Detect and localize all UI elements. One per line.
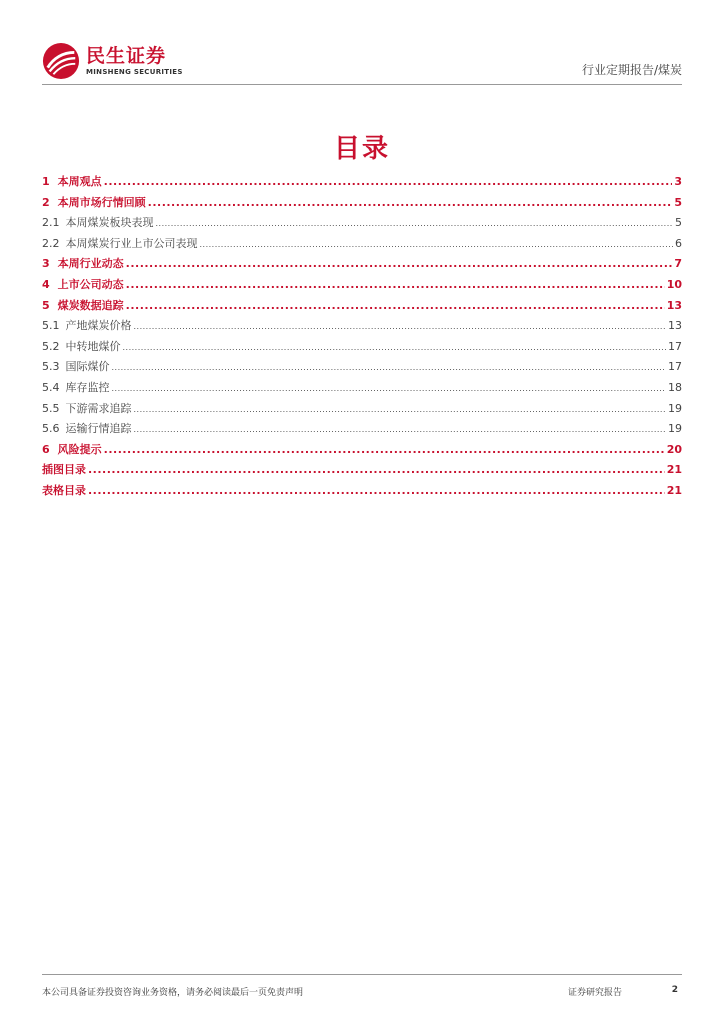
toc-entry-page: 13 [666, 298, 682, 312]
toc-leader-dots [134, 425, 667, 434]
toc-entry[interactable] [42, 482, 682, 503]
toc-entry-number: 5.4 [42, 380, 60, 394]
toc-entry-title: 煤炭数据追踪 [57, 298, 124, 312]
toc-leader-dots [88, 463, 665, 476]
report-type-label: 行业定期报告/煤炭 [581, 63, 682, 77]
toc-entry-title: 上市公司动态 [57, 277, 124, 291]
footer-doc-type: 证券研究报告 [567, 988, 622, 998]
page-number: 2 [671, 985, 678, 995]
toc-entry[interactable] [42, 276, 682, 297]
toc-entry-title: 库存监控 [65, 380, 110, 394]
toc-entry-page: 7 [674, 257, 682, 271]
toc-entry-page: 21 [666, 483, 682, 497]
toc-entry-title: 风险提示 [57, 442, 102, 456]
toc-leader-dots [112, 384, 667, 393]
toc-leader-dots [88, 484, 665, 497]
toc-entry-page: 13 [668, 319, 682, 333]
toc-entry-title: 插图目录 [42, 463, 86, 477]
company-logo [42, 42, 183, 80]
toc-entry-title: 本周煤炭板块表现 [65, 216, 154, 230]
toc-entry-title: 本周煤炭行业上市公司表现 [65, 236, 198, 250]
page-header [42, 38, 682, 85]
logo-english-name: MINSHENG SECURITIES [86, 68, 183, 76]
toc-entry-page: 20 [666, 442, 682, 456]
toc-entry-title: 国际煤价 [65, 360, 110, 374]
toc-entry-number: 2 [42, 195, 50, 209]
toc-leader-dots [123, 343, 667, 352]
toc-entry-number: 5.3 [42, 360, 60, 374]
toc-entry-page: 21 [666, 463, 682, 477]
table-of-contents [42, 173, 682, 503]
toc-leader-dots [126, 278, 665, 291]
toc-entry-title: 中转地煤价 [65, 339, 121, 353]
toc-entry-title: 下游需求追踪 [65, 401, 132, 415]
toc-entry[interactable] [42, 379, 682, 400]
toc-entry-page: 18 [668, 380, 682, 394]
toc-entry-number: 2.2 [42, 236, 60, 250]
toc-entry-page: 6 [675, 236, 682, 250]
toc-entry[interactable] [42, 173, 682, 194]
toc-entry[interactable] [42, 235, 682, 256]
toc-title: 目录 [333, 134, 390, 164]
minsheng-logo-icon [42, 42, 80, 80]
toc-entry-title: 本周市场行情回顾 [57, 195, 146, 209]
page-footer [42, 974, 682, 1005]
toc-entry-number: 1 [42, 175, 50, 188]
toc-leader-dots [104, 443, 665, 456]
toc-entry[interactable] [42, 400, 682, 421]
toc-entry[interactable] [42, 441, 682, 462]
toc-entry-title: 运输行情追踪 [65, 422, 132, 436]
toc-entry-number: 3 [42, 257, 50, 271]
toc-entry[interactable] [42, 317, 682, 338]
toc-entry[interactable] [42, 194, 682, 215]
toc-entry-page: 17 [668, 360, 682, 374]
toc-entry-number: 6 [42, 442, 50, 456]
toc-entry-page: 3 [674, 175, 682, 188]
toc-entry[interactable] [42, 358, 682, 379]
toc-entry-number: 2.1 [42, 216, 60, 230]
toc-entry-title: 本周观点 [57, 175, 102, 188]
toc-entry[interactable] [42, 420, 682, 441]
toc-entry-number: 5.1 [42, 319, 60, 333]
toc-entry-page: 5 [674, 195, 682, 209]
toc-leader-dots [104, 175, 673, 188]
toc-entry-page: 19 [668, 422, 682, 436]
toc-entry-page: 17 [668, 339, 682, 353]
toc-leader-dots [134, 405, 667, 414]
toc-entry-title: 表格目录 [42, 483, 86, 497]
toc-entry[interactable] [42, 461, 682, 482]
toc-entry[interactable] [42, 255, 682, 276]
toc-entry-number: 5.5 [42, 401, 60, 415]
toc-leader-dots [156, 219, 674, 228]
toc-leader-dots [200, 240, 674, 249]
footer-disclaimer: 本公司具备证券投资咨询业务资格，请务必阅读最后一页免责声明 [42, 988, 304, 998]
toc-entry-page: 10 [666, 277, 682, 291]
toc-entry[interactable] [42, 297, 682, 318]
toc-entry-page: 5 [675, 216, 682, 230]
toc-entry-number: 5.2 [42, 339, 60, 353]
toc-leader-dots [134, 322, 667, 331]
toc-leader-dots [148, 196, 673, 209]
toc-entry-number: 5.6 [42, 422, 60, 436]
toc-entry-title: 产地煤炭价格 [65, 319, 132, 333]
toc-leader-dots [126, 299, 665, 312]
toc-entry[interactable] [42, 214, 682, 235]
logo-chinese-name: 民生证券 [86, 45, 167, 67]
toc-entry-title: 本周行业动态 [57, 257, 124, 271]
toc-entry[interactable] [42, 338, 682, 359]
toc-leader-dots [126, 257, 673, 270]
toc-entry-number: 5 [42, 298, 50, 312]
toc-leader-dots [112, 363, 667, 372]
toc-entry-number: 4 [42, 277, 50, 291]
toc-entry-page: 19 [668, 401, 682, 415]
